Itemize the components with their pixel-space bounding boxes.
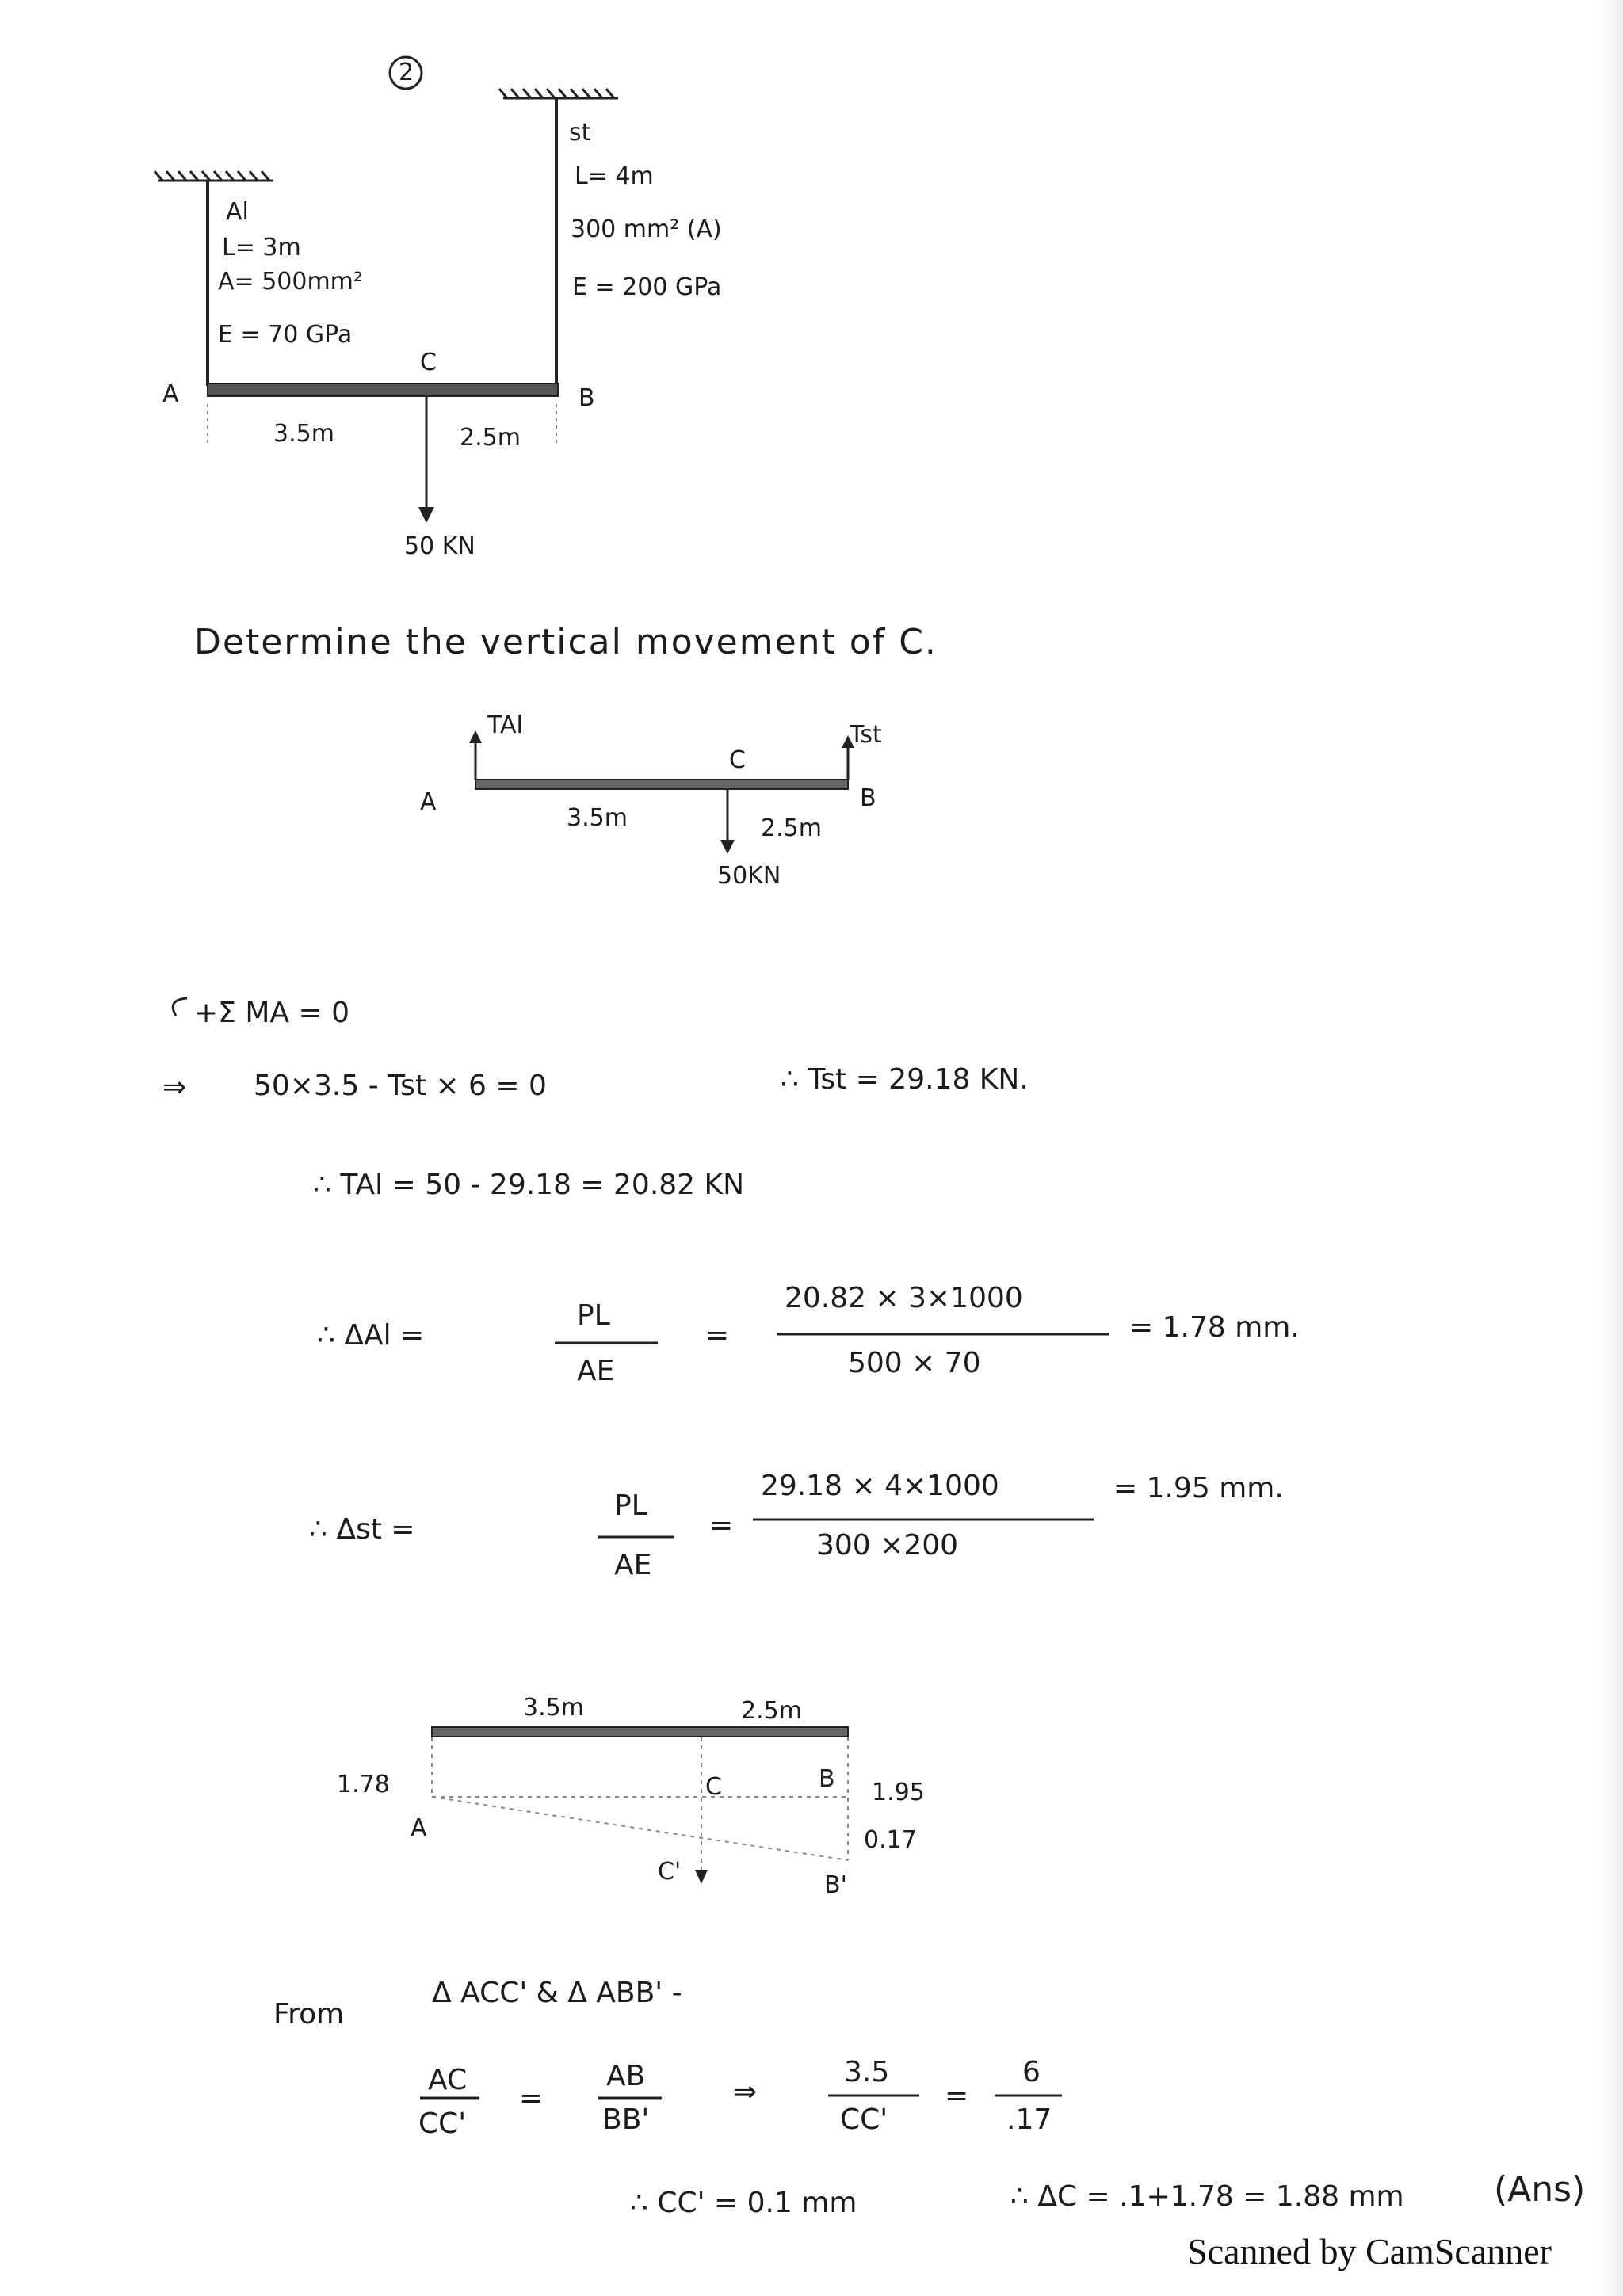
st-area: 300 mm² (A) <box>571 215 722 243</box>
al-area: A= 500mm² <box>218 268 363 296</box>
fbd-t-st: Tst <box>850 721 882 749</box>
beam-ab <box>208 383 558 396</box>
deflection-c-arrowhead <box>695 1870 708 1884</box>
triangles-text: Δ ACC' & Δ ABB' - <box>432 1977 682 2009</box>
fbd-point-b: B <box>860 784 876 812</box>
defl-dim-left: 3.5m <box>523 1694 584 1722</box>
tal-result: ∴ TAl = 50 - 29.18 = 20.82 KN <box>313 1169 745 1201</box>
st-length: L= 4m <box>575 162 654 190</box>
from-text: From <box>273 1998 345 2031</box>
deflected-shape-line <box>432 1797 848 1860</box>
defl-point-c-prime: C' <box>658 1858 682 1886</box>
fbd-t-al: TAl <box>487 711 523 739</box>
deflection-beam <box>432 1727 848 1737</box>
defl-point-b: B <box>819 1765 835 1793</box>
fbd-dim-left: 3.5m <box>567 804 628 832</box>
delta-al-result: = 1.78 mm. <box>1129 1311 1300 1344</box>
delta-st-numerator: 29.18 × 4×1000 <box>761 1470 999 1502</box>
fbd-tal-arrowhead <box>469 730 482 743</box>
fbd-load-arrowhead <box>720 840 735 854</box>
tst-result: ∴ Tst = 29.18 KN. <box>781 1063 1029 1096</box>
fbd-dim-right: 2.5m <box>761 814 822 842</box>
st-modulus: E = 200 GPa <box>572 273 722 301</box>
ratio-eq-2: = <box>945 2080 969 2112</box>
delta-al-label: ∴ ΔAl = <box>317 1319 425 1352</box>
final-cc: ∴ CC' = 0.1 mm <box>630 2187 857 2219</box>
defl-diff-value: 0.17 <box>864 1826 917 1854</box>
st-label: st <box>569 119 591 147</box>
st-support <box>499 89 618 98</box>
moment-arrow <box>173 998 187 1016</box>
delta-st-label: ∴ Δst = <box>309 1513 415 1546</box>
ratio-eq-1: = <box>519 2082 544 2115</box>
final-delta: ∴ ΔC = .1+1.78 = 1.88 mm <box>1010 2180 1404 2213</box>
fig1-load: 50 KN <box>404 532 475 560</box>
delta-al-ae: AE <box>577 1355 615 1387</box>
ratio-3-5: 3.5 <box>844 2056 890 2088</box>
delta-al-pl: PL <box>577 1299 610 1332</box>
delta-st-equals: = <box>709 1509 734 1542</box>
al-support <box>155 171 273 181</box>
load-arrowhead <box>418 507 434 523</box>
ratio-cc-prime-1: CC' <box>418 2107 467 2140</box>
fbd-beam <box>475 780 848 789</box>
delta-st-ae: AE <box>614 1549 652 1581</box>
defl-right-value: 1.95 <box>872 1779 925 1806</box>
defl-point-a: A <box>411 1814 427 1842</box>
equilibrium-equation: 50×3.5 - Tst × 6 = 0 <box>254 1070 547 1102</box>
fbd-point-a: A <box>420 788 437 816</box>
ratio-017: .17 <box>1006 2103 1052 2136</box>
ratio-bb-prime: BB' <box>602 2103 650 2136</box>
delta-st-result: = 1.95 mm. <box>1113 1472 1284 1505</box>
defl-point-c: C <box>705 1773 722 1801</box>
defl-dim-right: 2.5m <box>741 1697 802 1725</box>
ratio-cc-prime-2: CC' <box>840 2103 888 2136</box>
al-modulus: E = 70 GPa <box>218 321 353 349</box>
fig1-point-a: A <box>162 380 179 408</box>
moment-equation: +Σ MA = 0 <box>194 997 349 1029</box>
delta-al-numerator: 20.82 × 3×1000 <box>785 1282 1023 1314</box>
fig1-dim-left: 3.5m <box>273 420 334 448</box>
implies-arrow: ⇒ <box>162 1071 187 1104</box>
ratio-ab: AB <box>606 2060 646 2092</box>
scanner-watermark: Scanned by CamScanner <box>1187 2231 1552 2271</box>
fig1-point-b: B <box>579 384 595 412</box>
delta-st-pl: PL <box>614 1489 647 1522</box>
al-label: Al <box>226 198 249 226</box>
ratio-implies: ⇒ <box>733 2076 758 2108</box>
al-length: L= 3m <box>222 234 301 261</box>
problem-number: 2 <box>399 59 414 86</box>
delta-st-denominator: 300 ×200 <box>816 1529 959 1562</box>
defl-point-b-prime: B' <box>824 1871 847 1899</box>
delta-al-denominator: 500 × 70 <box>848 1347 981 1379</box>
fbd-point-c: C <box>729 746 746 774</box>
ratio-6: 6 <box>1022 2056 1041 2088</box>
fig1-dim-right: 2.5m <box>460 424 521 452</box>
question-text: Determine the vertical movement of C. <box>194 622 938 662</box>
defl-left-value: 1.78 <box>337 1771 390 1798</box>
fbd-load: 50KN <box>717 862 781 890</box>
delta-al-equals: = <box>705 1319 730 1352</box>
ratio-ac: AC <box>428 2064 468 2096</box>
fig1-point-c: C <box>420 349 437 376</box>
answer-tag: (Ans) <box>1494 2169 1586 2210</box>
